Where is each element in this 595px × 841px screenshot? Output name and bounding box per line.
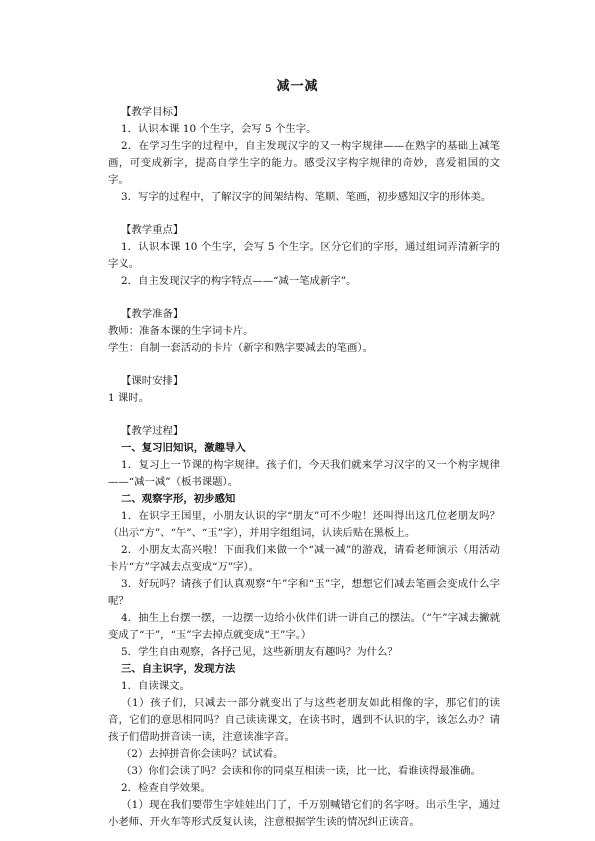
spacer xyxy=(108,357,500,373)
schedule-section xyxy=(108,373,500,407)
document-body xyxy=(108,104,500,831)
paragraph: 学生：自制一套活动的卡片（新字和熟字要减去的笔画）。 xyxy=(108,342,373,354)
paragraph: 1．认识本课 10 个生字，会写 5 个生字。区分它们的字形，通过组词弄清新字的字义。 xyxy=(108,241,500,270)
paragraph: 5．学生自由观察，各抒己见，这些新朋友有趣吗？为什么？ xyxy=(121,646,398,658)
spacer xyxy=(108,206,500,222)
subsection-heading: 一、复习旧知识，激趣导入 xyxy=(121,442,246,454)
section-heading: 【教学过程】 xyxy=(121,425,184,437)
section-heading: 【教学目标】 xyxy=(121,106,184,118)
paragraph: （1）现在我们要带生字娃娃出门了，千万别喊错它们的名字呀。出示生字，通过小老师、开火车等形式反复认读，注意根据学生读的情况纠正读音。 xyxy=(108,799,500,828)
paragraph: （1）孩子们，只减去一部分就变出了与这些老朋友如此相像的字，那它们的读音，它们的意思相同吗？自己读读课文，在读书时，遇到不认识的字，该怎么办？请孩子们借助拼音读一读，注意读准字音。 xyxy=(108,697,500,743)
paragraph: 2．在学习生字的过程中，自主发现汉字的又一构字规律——在熟字的基础上减笔画，可变成新字，提高自学生字的能力。感受汉字构字规律的奇妙，喜爱祖国的文字。 xyxy=(108,140,500,186)
paragraph: （3）你们会读了吗？会读和你的同桌互相读一读，比一比，看谁读得最准确。 xyxy=(121,765,481,777)
spacer xyxy=(108,407,500,423)
paragraph: 1．认识本课 10 个生字，会写 5 个生字。 xyxy=(121,123,317,135)
teaching-goals-section xyxy=(108,104,500,206)
paragraph: 1．复习上一节课的构字规律。孩子们，今天我们就来学习汉字的又一个构字规律——“减一减”（板书课题）。 xyxy=(108,459,500,488)
page-title: 减一减 xyxy=(276,79,319,94)
paragraph: 3．好玩吗？请孩子们认真观察“午”字和“玉”字，想想它们减去笔画会变成什么字呢？ xyxy=(108,578,500,607)
paragraph: 2．自主发现汉字的构字特点——“减一笔成新字”。 xyxy=(121,275,357,287)
spacer xyxy=(108,290,500,306)
paragraph: 1．自读课文。 xyxy=(121,680,190,692)
paragraph: 教师：准备本课的生字词卡片。 xyxy=(108,325,254,337)
paragraph: 3．写字的过程中，了解汉字的间架结构、笔顺、笔画，初步感知汉字的形体美。 xyxy=(121,191,492,203)
paragraph: 2．小朋友太高兴啦！下面我们来做一个“减一减”的游戏，请看老师演示（用活动卡片“方”字减去点变成“万”字）。 xyxy=(108,544,500,573)
paragraph: （2）去掉拼音你会读吗？试试看。 xyxy=(121,748,284,760)
paragraph: 1 课时。 xyxy=(108,392,150,404)
paragraph: 2．检查自学效果。 xyxy=(121,782,211,794)
teaching-prep-section xyxy=(108,306,500,357)
section-heading: 【教学准备】 xyxy=(121,308,184,320)
subsection-heading: 三、自主识字，发现方法 xyxy=(121,663,236,675)
section-heading: 【教学重点】 xyxy=(121,224,184,236)
paragraph: 1．在识字王国里，小朋友认识的字“朋友”可不少啦！还叫得出这几位老朋友吗？（出示“方”、“午”、“玉”字），并用字组组词，认读后贴在黑板上。 xyxy=(108,510,500,539)
paragraph: 4．抽生上台摆一摆，一边摆一边给小伙伴们讲一讲自己的摆法。（“午”字减去撇就变成了“干”，“玉”字去掉点就变成“王”字。） xyxy=(108,612,500,641)
teaching-key-section xyxy=(108,222,500,290)
teaching-process-section xyxy=(108,423,500,831)
section-heading: 【课时安排】 xyxy=(121,375,184,387)
subsection-heading: 二、观察字形，初步感知 xyxy=(121,493,236,505)
